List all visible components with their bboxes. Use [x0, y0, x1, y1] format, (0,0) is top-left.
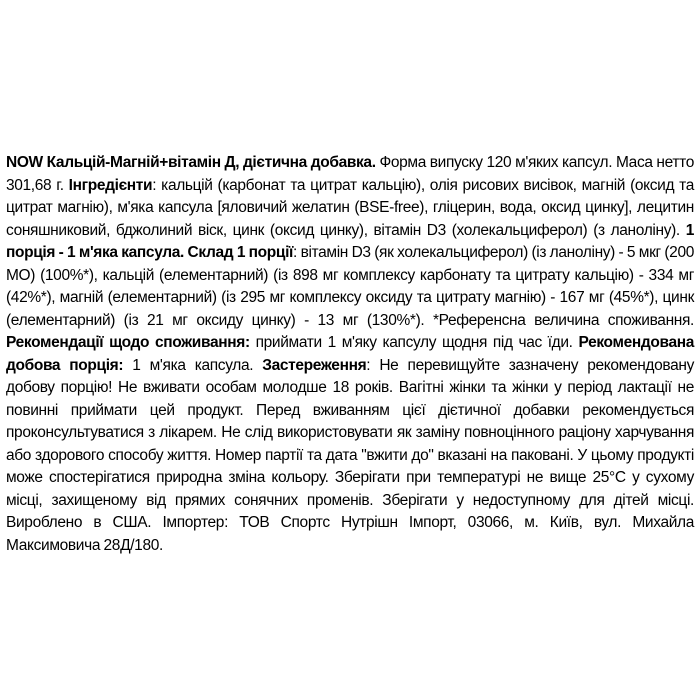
- ingredients-text: : кальцій (карбонат та цитрат кальцію), олія рисових висівок, магній (оксид та цитрат магнію), м'яка капсула [яловичий желатин (BSE-free), гліцерин, вода, оксид цинку], лецитин соняшниковий, бджолиний віск, цинк (оксид цинку), вітамін D3 (холекальциферол) (з ланоліну).: [6, 176, 694, 239]
- warnings-text: : Не перевищуйте зазначену рекомендовану добову порцію! Не вживати особам молодше 18 років. Вагітні жінки та жінки у період лактації не повинні приймати цей продукт. Перед вживанням цієї дієтичної добавки рекомендується проконсультуватися з лікарем. Не слід використовувати як заміну повноцінного раціону харчування або здорового способу життя. Номер партії та дата "вжити до" вказані на паковані. У цьому продукті може спостерігатися природна зміна кольору. Зберігати при температурі не вище 25°C у сухому місці, захищеному від прямих сонячних променів. Зберігати у недоступному для дітей місці. Вироблено в США. Імпортер: ТОВ Спортс Нутрішн Імпорт, 03066, м. Київ, вул. Михайла Максимовича 28Д/180.: [6, 356, 694, 554]
- usage-heading: Рекомендації щодо споживання:: [6, 334, 250, 351]
- warnings-heading: Застереження: [262, 356, 367, 374]
- product-label-text: [6, 152, 694, 557]
- serving-heading: 1 порція - 1 м'яка капсула. Склад 1 порції: [6, 221, 694, 261]
- usage-text: приймати 1 м'яку капсулу щодня під час їди.: [255, 334, 573, 351]
- ingredients-heading: Інгредієнти: [68, 176, 153, 194]
- serving-composition-text: : вітамін D3 (як холекальциферол) (із ланоліну) - 5 мкг (200 МО) (100%*), кальцій (елементарний) (із 898 мг комплексу карбонату та цитрату кальцію) - 334 мг (42%*), магній (елементарний) (із 295 мг комплексу оксиду та цитрату магнію) - 167 мг (45%*), цинк (елементарний) (із 21 мг оксиду цинку) - 13 мг (130%*). *Референсна величина споживання.: [6, 244, 694, 329]
- release-form-text: Форма випуску 120 м'яких капсул. Маса нетто 301,68 г.: [6, 154, 694, 194]
- product-title: NOW Кальцій-Магній+вітамін Д, дієтична добавка.: [6, 154, 376, 171]
- daily-portion-heading: Рекомендована добова порція:: [6, 334, 694, 374]
- daily-portion-text: 1 м'яка капсула.: [132, 356, 254, 374]
